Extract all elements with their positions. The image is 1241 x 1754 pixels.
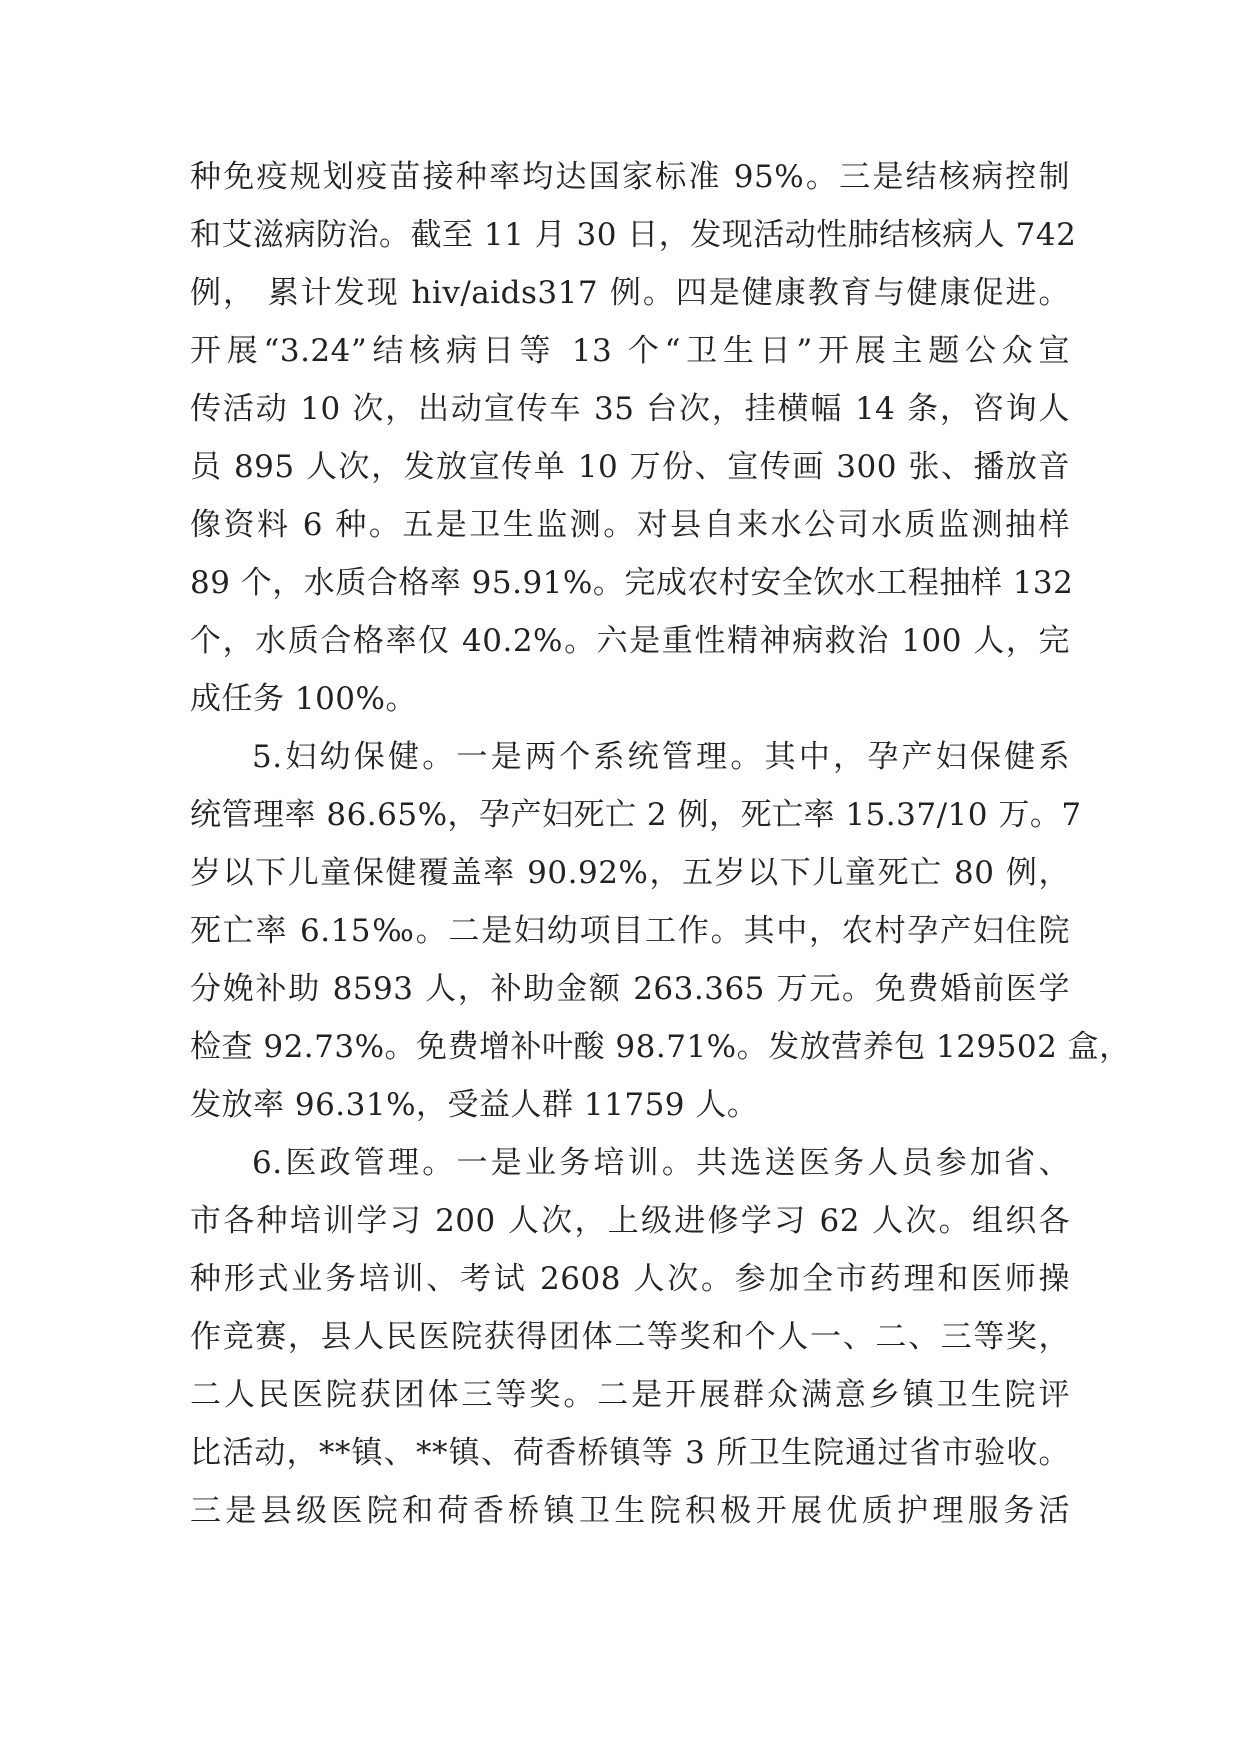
text-line: 检查 92.73%。免费增补叶酸 98.71%。发放营养包 129502 盒， xyxy=(190,1029,1131,1065)
text-line: 比活动，**镇、**镇、荷香桥镇等 3 所卫生院通过省市验收。 xyxy=(190,1435,1070,1471)
text-line: 员 895 人次，发放宣传单 10 万份、宣传画 300 张、播放音 xyxy=(190,449,1070,485)
text-line: 死亡率 6.15‰。二是妇幼项目工作。其中，农村孕产妇住院 xyxy=(190,913,1070,949)
paragraph-end-line: 成任务 100%。 xyxy=(190,681,417,717)
paragraph-end-line: 发放率 96.31%，受益人群 11759 人。 xyxy=(190,1087,759,1123)
text-line: 统管理率 86.65%，孕产妇死亡 2 例，死亡率 15.37/10 万。7 xyxy=(190,797,1082,833)
section-heading-line: 6.医政管理。一是业务培训。共选送医务人员参加省、 xyxy=(252,1145,1070,1181)
text-line: 个，水质合格率仅 40.2%。六是重性精神病救治 100 人，完 xyxy=(190,623,1070,659)
text-line: 开展“3.24”结核病日等 13 个“卫生日”开展主题公众宣 xyxy=(190,333,1070,369)
text-line: 分娩补助 8593 人，补助金额 263.365 万元。免费婚前医学 xyxy=(190,971,1070,1007)
text-line: 三是县级医院和荷香桥镇卫生院积极开展优质护理服务活 xyxy=(190,1493,1070,1529)
text-line: 和艾滋病防治。截至 11 月 30 日，发现活动性肺结核病人 742 xyxy=(190,217,1077,253)
text-line: 岁以下儿童保健覆盖率 90.92%，五岁以下儿童死亡 80 例， xyxy=(190,855,1070,891)
text-line: 种形式业务培训、考试 2608 人次。参加全市药理和医师操 xyxy=(190,1261,1070,1297)
text-line: 市各种培训学习 200 人次，上级进修学习 62 人次。组织各 xyxy=(190,1203,1070,1239)
text-line: 种免疫规划疫苗接种率均达国家标准 95%。三是结核病控制 xyxy=(190,159,1070,195)
text-line: 作竞赛，县人民医院获得团体二等奖和个人一、二、三等奖， xyxy=(190,1319,1070,1355)
text-line: 例， 累计发现 hiv/aids317 例。四是健康教育与健康促进。 xyxy=(190,275,1070,311)
text-line: 89 个，水质合格率 95.91%。完成农村安全饮水工程抽样 132 xyxy=(190,565,1074,601)
section-heading-line: 5.妇幼保健。一是两个系统管理。其中，孕产妇保健系 xyxy=(252,739,1070,775)
text-line: 像资料 6 种。五是卫生监测。对县自来水公司水质监测抽样 xyxy=(190,507,1070,543)
body-text xyxy=(190,148,1131,1540)
text-line: 传活动 10 次，出动宣传车 35 台次，挂横幅 14 条，咨询人 xyxy=(190,391,1070,427)
text-line: 二人民医院获团体三等奖。二是开展群众满意乡镇卫生院评 xyxy=(190,1377,1070,1413)
